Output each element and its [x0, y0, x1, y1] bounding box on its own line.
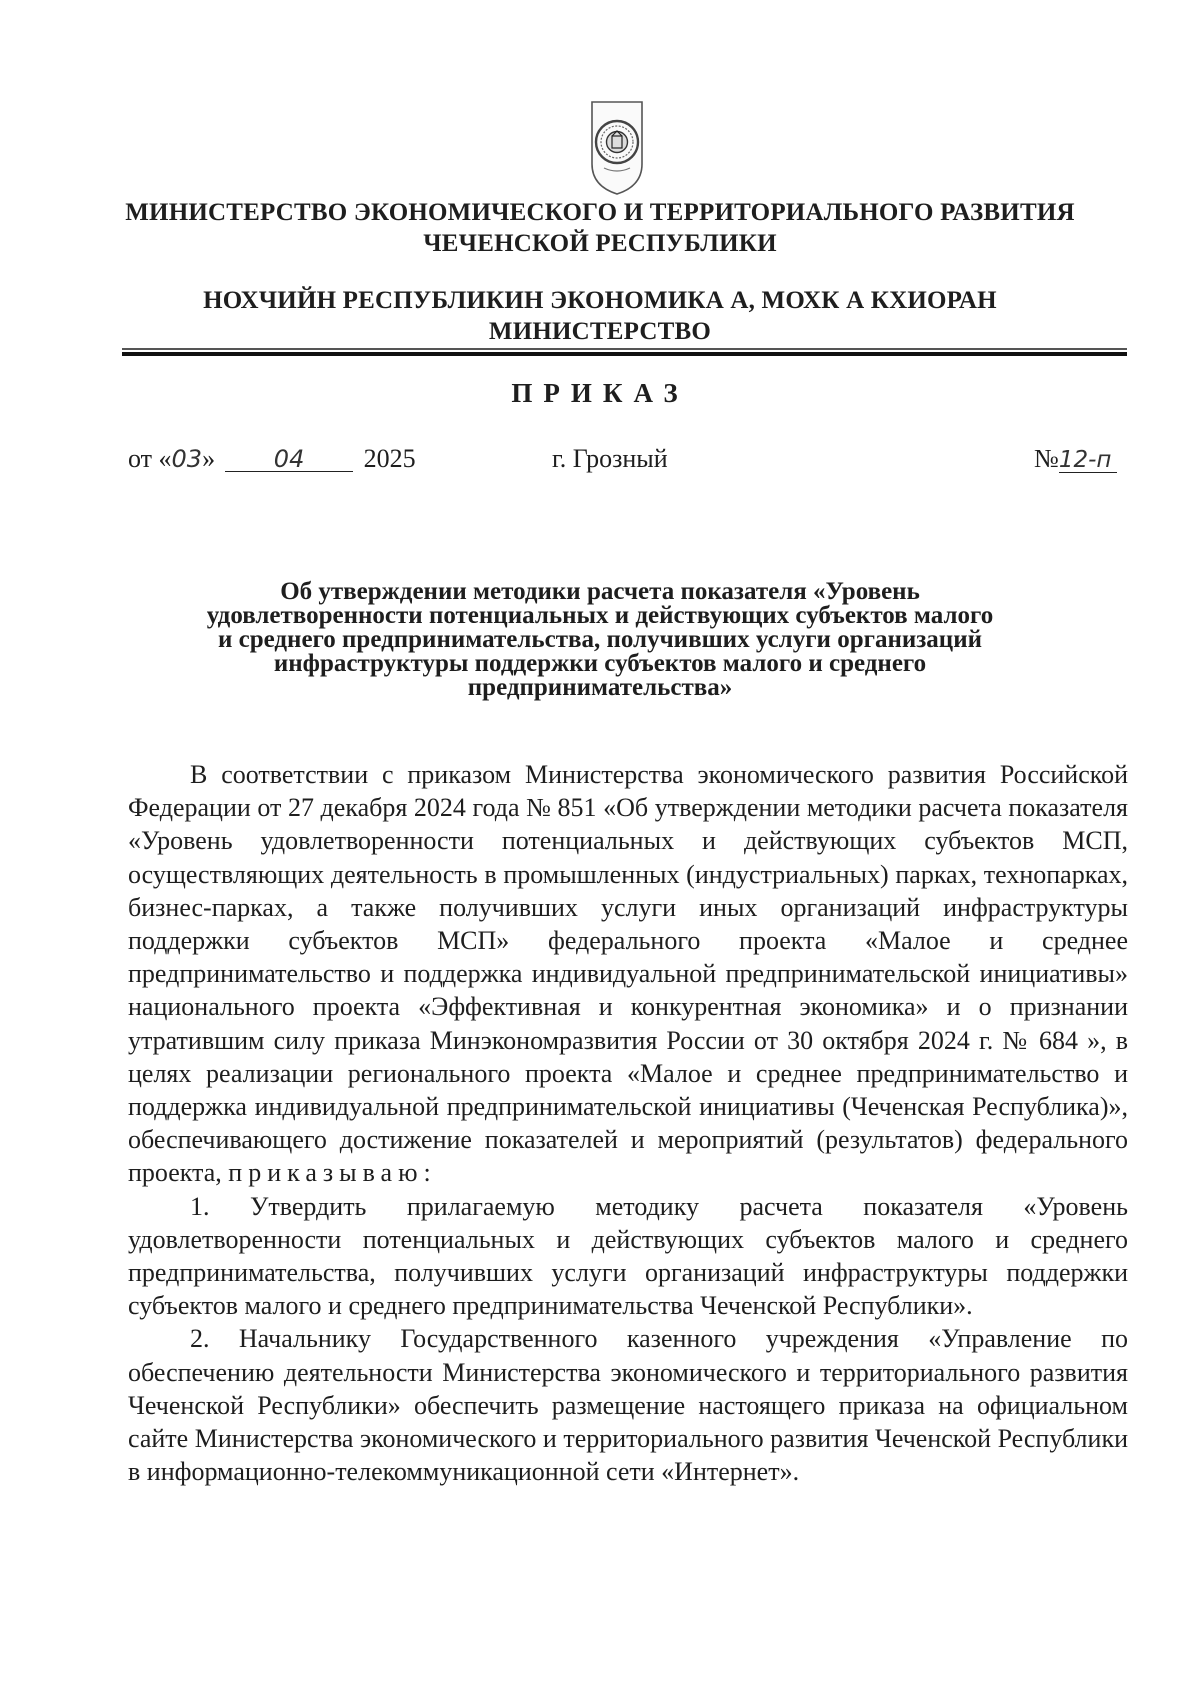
order-title: ПРИКАЗ — [511, 378, 689, 408]
coat-of-arms-icon — [584, 98, 650, 198]
ministry-name-ce — [100, 285, 1100, 347]
item-1-paragraph: 1. Утвердить прилагаемую методику расчета показателя «Уровень удовлетворенности потенциальных и действующих субъектов малого и среднего предпринимательства, получивших услуги организаций инфраструктуры поддержки субъектов малого и среднего предпринимательства Чеченской Республики». — [128, 1191, 1128, 1321]
order-city: г. Грозный — [552, 444, 668, 473]
header-divider-thin — [122, 348, 1127, 350]
order-number — [1034, 444, 1117, 474]
preamble-paragraph — [128, 758, 1128, 1190]
preamble-text: В соответствии с приказом Министерства экономического развития Российской Федерации от 27 декабря 2024 года № 851 «Об утверждении методики расчета показателя «Уровень удовлетворенности потенциальных и действующих субъектов МСП, осуществляющих деятельность в промышленных (индустриальных) парках, технопарках, бизнес-парках, а также получивших услуги иных организаций инфраструктуры поддержки субъектов МСП» федерального проекта «Малое и среднее предпринимательство и поддержка индивидуальной предпринимательской инициативы» национального проекта «Эффективная и конкурентная экономика» и о признании утратившим силу приказа Минэкономразвития России от 30 октября 2024 г. № 684 », в целях реализации регионального проекта «Малое и среднее предпринимательство и поддержка индивидуальной предпринимательской инициативы (Чеченская Республика)», обеспечивающего достижение показателей и мероприятий (результатов) федерального проекта, — [128, 760, 1128, 1188]
ministry-name-ru-line1: МИНИСТЕРСТВО ЭКОНОМИЧЕСКОГО И ТЕРРИТОРИАЛЬНОГО РАЗВИТИЯ — [125, 199, 1075, 226]
order-date — [128, 444, 416, 474]
decree-word: приказываю: — [228, 1158, 437, 1188]
date-prefix: от « — [128, 444, 172, 473]
subject-line2: удовлетворенности потенциальных и действующих субъектов малого — [206, 602, 994, 629]
ministry-name-ce-line1: НОХЧИЙН РЕСПУБЛИКИН ЭКОНОМИКА А, МОХК А КХИОРАН — [203, 287, 997, 314]
date-day: 03 — [171, 445, 203, 473]
date-close-quote: » — [202, 444, 216, 473]
ministry-name-ce-line2: МИНИСТЕРСТВО — [488, 318, 712, 345]
ministry-name-ru-line2: ЧЕЧЕНСКОЙ РЕСПУБЛИКИ — [423, 230, 777, 257]
ministry-name-ru — [100, 197, 1100, 259]
item-2-paragraph: 2. Начальнику Государственного казенного учреждения «Управление по обеспечению деятельности Министерства экономического и территориального развития Чеченской Республики» обеспечить размещение настоящего приказа на официальном сайте Министерства экономического и территориального развития Чеченской Республики в информационно-телекоммуникационной сети «Интернет». — [128, 1324, 1128, 1487]
subject-line5: предпринимательства» — [467, 674, 733, 701]
subject-line4: инфраструктуры поддержки субъектов малого и среднего — [273, 650, 927, 677]
order-subject — [160, 580, 1040, 700]
date-year: 2025 — [363, 444, 416, 473]
order-body — [128, 758, 1128, 1488]
header-divider-thick — [122, 352, 1127, 356]
date-month: 04 — [225, 447, 353, 472]
number-prefix: № — [1034, 444, 1059, 473]
subject-line3: и среднего предпринимательства, получивших услуги организаций — [217, 626, 983, 653]
number-value: 12-п — [1059, 448, 1117, 473]
subject-line1: Об утверждении методики расчета показателя «Уровень — [280, 578, 920, 605]
